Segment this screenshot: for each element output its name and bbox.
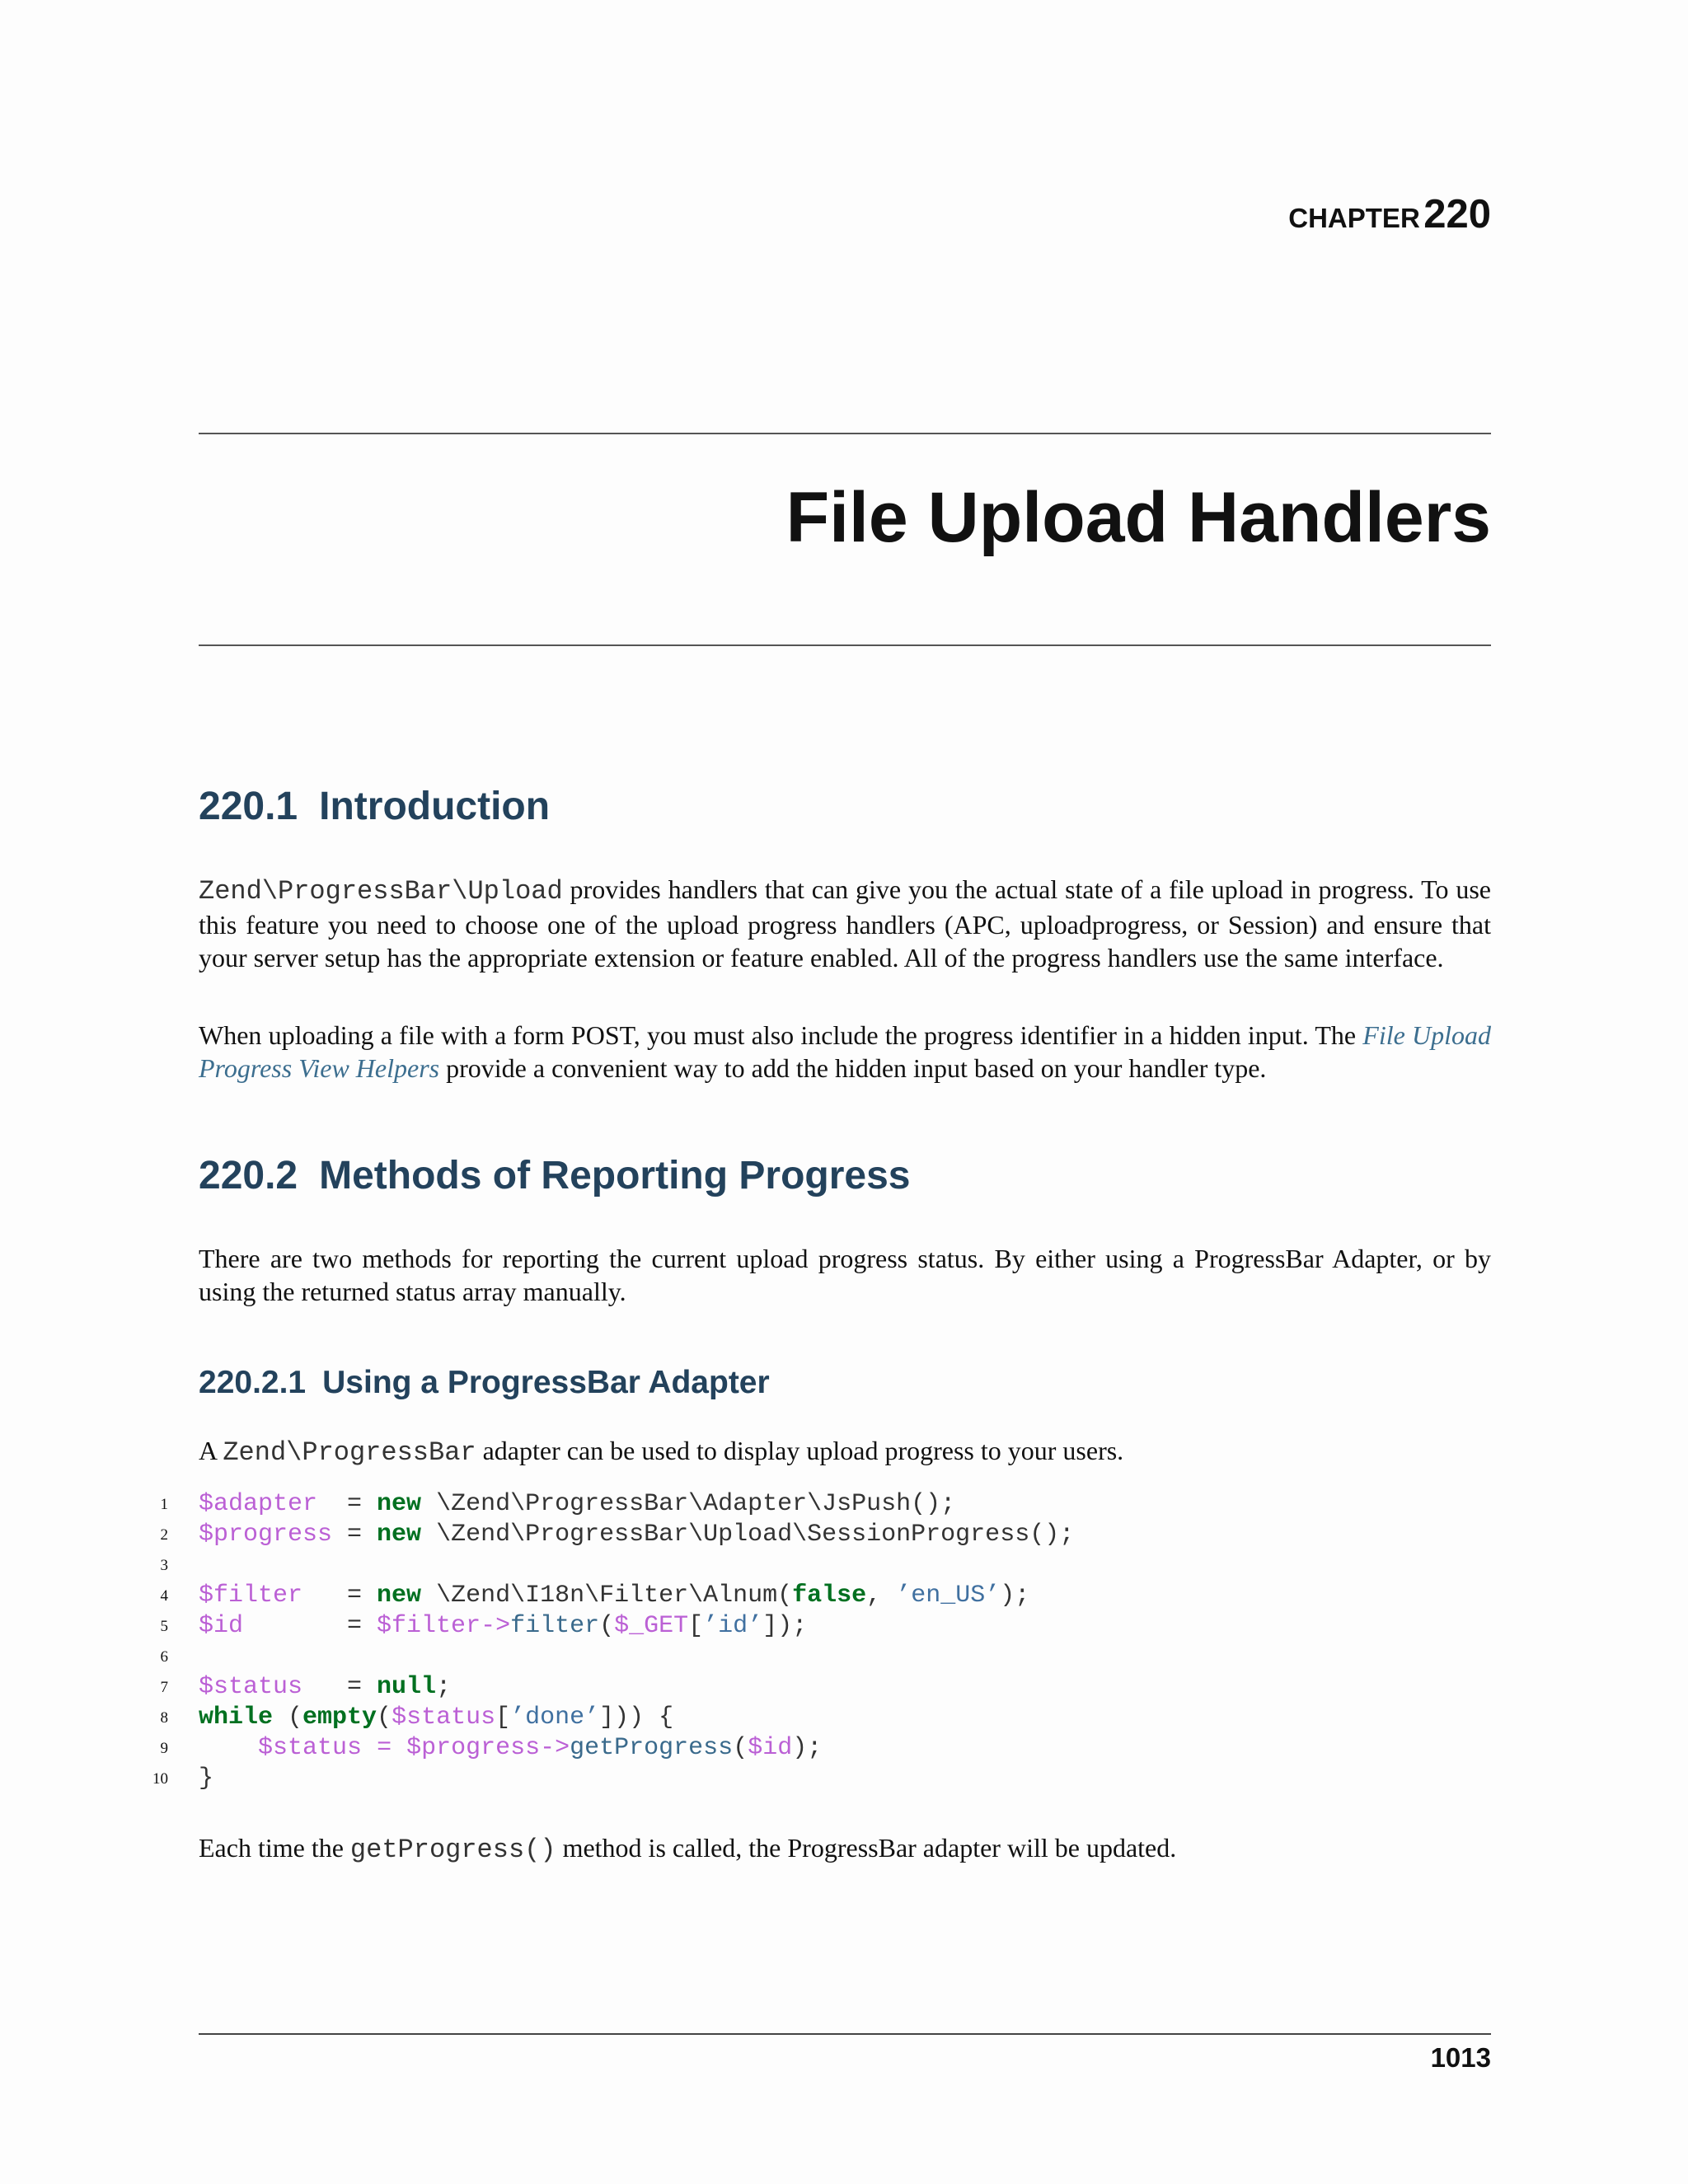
line-number: 8 bbox=[160, 1709, 168, 1727]
chapter-title: File Upload Handlers bbox=[785, 478, 1491, 557]
adapter-paragraph-2 bbox=[199, 1831, 1491, 1867]
section-title: Introduction bbox=[319, 785, 551, 828]
line-number: 1 bbox=[160, 1496, 168, 1513]
section-title: Methods of Reporting Progress bbox=[319, 1154, 911, 1197]
methods-paragraph: There are two methods for reporting the current upload progress status. By either using a ProgressBar Adapter, or by using the returned status array manually. bbox=[199, 1244, 1491, 1306]
section-heading-introduction bbox=[199, 787, 550, 827]
inline-code: getProgress() bbox=[349, 1835, 556, 1865]
intro-paragraph-2 bbox=[199, 1019, 1491, 1085]
inline-code: Zend\ProgressBar\Upload bbox=[199, 876, 563, 907]
section-heading-methods bbox=[199, 1156, 911, 1196]
chapter-label bbox=[1288, 191, 1491, 237]
subsection-title: Using a ProgressBar Adapter bbox=[322, 1365, 770, 1400]
inline-code: Zend\ProgressBar bbox=[223, 1437, 476, 1468]
paragraph-text: A bbox=[199, 1436, 223, 1465]
line-number: 4 bbox=[160, 1587, 168, 1605]
paragraph-text: When uploading a file with a form POST, you must also include the progress identifier in a hidden input. The bbox=[199, 1020, 1363, 1050]
line-number: 5 bbox=[160, 1618, 168, 1635]
footer-rule bbox=[199, 2033, 1491, 2035]
section-number: 220.1 bbox=[199, 785, 298, 828]
paragraph-text: method is called, the ProgressBar adapter will be updated. bbox=[556, 1833, 1177, 1863]
line-number: 3 bbox=[160, 1557, 168, 1574]
line-number: 7 bbox=[160, 1679, 168, 1696]
line-number: 10 bbox=[152, 1770, 168, 1788]
page-number: 1013 bbox=[1430, 2042, 1491, 2073]
line-number: 6 bbox=[160, 1648, 168, 1666]
view-helpers-link[interactable]: File Upload Progress View Helpers bbox=[199, 1020, 1492, 1083]
chapter-number: 220 bbox=[1423, 192, 1491, 237]
line-number: 9 bbox=[160, 1740, 168, 1757]
paragraph-text: provides handlers that can give you the actual state of a file upload in progress. To use this feature you need to choose one of the upload progress handlers (APC, uploadprogress, or Session) and ensure that your server setup has the appropriate extension or feature enabled. All of the progress handlers use the same interface. bbox=[199, 874, 1491, 972]
chapter-word: CHAPTER bbox=[1288, 203, 1420, 233]
paragraph-text: Each time the bbox=[199, 1833, 350, 1863]
line-number: 2 bbox=[160, 1526, 168, 1544]
adapter-paragraph-1 bbox=[199, 1434, 1491, 1469]
intro-paragraph-1 bbox=[199, 873, 1491, 974]
title-rule-bottom bbox=[199, 644, 1491, 646]
paragraph-text: adapter can be used to display upload progress to your users. bbox=[476, 1436, 1124, 1465]
title-rule-top bbox=[199, 433, 1491, 434]
subsection-heading-adapter bbox=[199, 1366, 770, 1399]
section-number: 220.2 bbox=[199, 1154, 298, 1197]
subsection-number: 220.2.1 bbox=[199, 1365, 307, 1400]
paragraph-text: provide a convenient way to add the hidden input based on your handler type. bbox=[439, 1053, 1267, 1083]
